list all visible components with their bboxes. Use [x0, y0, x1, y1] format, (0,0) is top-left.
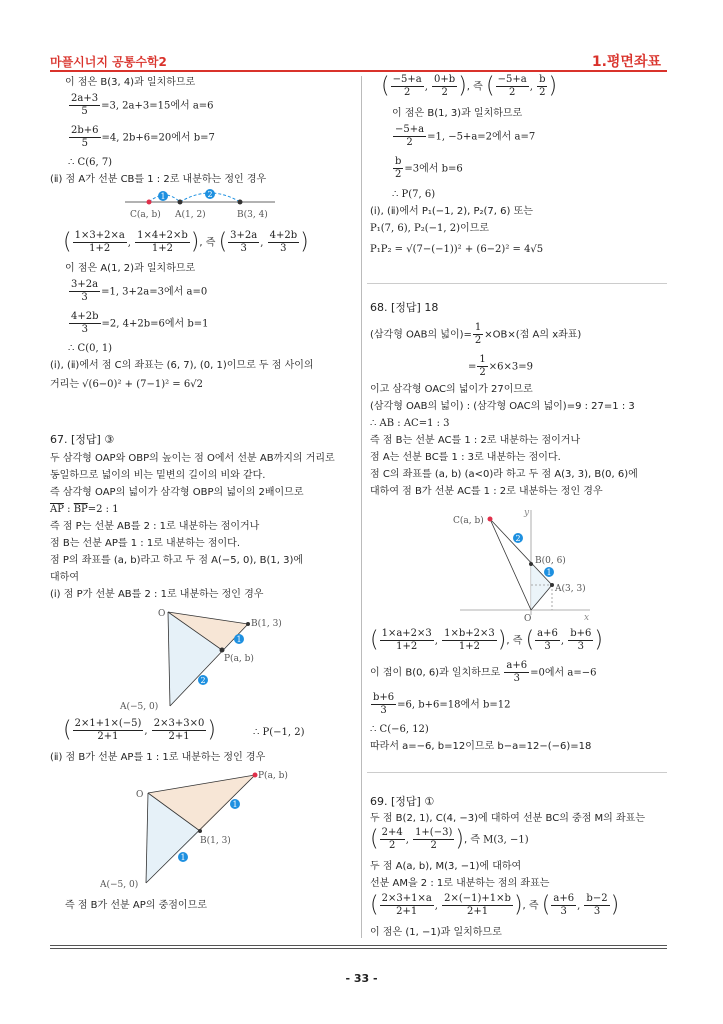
header-book-title: 마플시너지 공통수학2: [50, 55, 167, 69]
text-line: 점 A는 선분 BC를 1 : 3로 내분하는 점이다.: [370, 452, 561, 463]
text-line: P₁(7, 6), P₂(−1, 2)이므로: [370, 223, 489, 234]
svg-text:1: 1: [236, 635, 242, 644]
text-line: 점 C의 좌표를 (a, b) (a<0)라 하고 두 점 A(3, 3), B(0, 6)에: [370, 469, 638, 480]
text-line: 즉 점 B는 선분 AC를 1 : 2로 내분하는 점이거나: [370, 435, 581, 446]
distance-line: P₁P₂ = √(7−(−1))² + (6−2)² = 4√5: [370, 244, 544, 255]
equation-line: (삼각형 OAB의 넓이)= $\frac{1}{2}$ ×OB×(점 A의 x좌표): [370, 322, 582, 346]
triangle-diagram-case2: [100, 765, 310, 893]
equation-line: ( $\frac{1\times 3+2\times a}{1+2}$ , $\frac{1\times 4+2\times b}{1+2}$ ), 즉 ( $\frac{3+2a}{3}$ , $\frac{4+2b}{3}$ ): [63, 229, 309, 255]
text-line: 따라서 a=−6, b=12이므로 b−a=12−(−6)=18: [370, 741, 592, 752]
label-b: B(0, 6): [535, 556, 566, 566]
equation-line: $\frac{3+2a}{3}$ =1, 3+2a=3에서 a=0: [71, 279, 208, 303]
label-p: P(a, b): [258, 771, 288, 781]
label-b: B(1, 3): [200, 836, 231, 846]
equation-line: $\frac{4+2b}{3}$ =2, 4+2b=6에서 b=1: [71, 311, 209, 335]
case-heading: (ⅱ) 점 A가 선분 CB를 1 : 2로 내분하는 정인 경우: [50, 174, 267, 185]
section-separator: [367, 283, 667, 284]
text-line: (ⅰ), (ⅱ)에서 P₁(−1, 2), P₂(7, 6) 또는: [370, 206, 533, 217]
text-line: ∴ C(6, 7): [68, 157, 113, 168]
equation-line: = $\frac{1}{2}$ ×6×3=9: [468, 354, 533, 378]
label-c: C(a, b): [453, 516, 484, 526]
text-line: 두 삼각형 OAP와 OBP의 높이는 점 O에서 선분 AB까지의 거리로: [50, 453, 335, 464]
label-b: B(1, 3): [251, 619, 282, 629]
text-line: 선분 AM을 2 : 1로 내분하는 점의 좌표는: [370, 878, 550, 889]
equation-line: ( $\frac{2\times 3+1\times a}{2+1}$ , $\frac{2\times(-1)+1\times b}{2+1}$ ), 즉 ( $\frac{a+6}{3}$ , $\frac{b-2}{3}$ ): [370, 892, 620, 918]
point-a: [178, 200, 183, 205]
case-heading: (ⅱ) 점 B가 선분 AP를 1 : 1로 내분하는 정인 경우: [50, 752, 266, 763]
equation-line: ( $\frac{1\times a+2\times 3}{1+2}$ , $\frac{1\times b+2\times 3}{1+2}$ ), 즉 ( $\frac{a+6}{3}$ , $\frac{b+6}{3}$ ): [370, 627, 603, 653]
text-line: 점 B는 선분 AP를 1 : 1로 내분하는 점이다.: [50, 538, 241, 549]
text-line: 두 점 A(a, b), M(3, −1)에 대하여: [370, 861, 522, 872]
text-line: (삼각형 OAB의 넓이) : (삼각형 OAC의 넓이)=9 : 27=1 : 3: [370, 401, 635, 412]
text-line: 대하여 점 B가 선분 AC를 1 : 2로 내분하는 정인 경우: [370, 486, 603, 497]
point-b: [238, 200, 243, 205]
svg-text:2: 2: [200, 676, 206, 685]
label-o: O: [136, 790, 144, 800]
segment-diagram-cab: [125, 188, 285, 224]
equation-line: 이 점이 B(0, 6)과 일치하므로 $\frac{a+6}{3}$ =0에서 a=−6: [370, 660, 597, 684]
answer-heading-67: 67. [정답] ③: [50, 433, 115, 446]
text-line: 동일하므로 넓이의 비는 밑변의 길이의 비와 같다.: [50, 470, 266, 481]
answer-heading-68: 68. [정답] 18: [370, 301, 439, 314]
label-p: P(a, b): [224, 654, 254, 664]
label-a: A(−5, 0): [100, 880, 139, 890]
text-line: 점 P의 좌표를 (a, b)라고 하고 두 점 A(−5, 0), B(1, 3)에: [50, 555, 304, 566]
answer-heading-69: 69. [정답] ①: [370, 795, 435, 808]
case-heading: (ⅰ) 점 P가 선분 AB를 2 : 1로 내분하는 정인 경우: [50, 589, 264, 600]
label-y: y: [524, 508, 530, 518]
label-a: A(−5, 0): [120, 702, 159, 712]
text-line: 이 점은 B(3, 4)과 일치하므로: [65, 77, 196, 88]
ratio-label-1: 1: [160, 192, 166, 201]
text-line: ∴ P(7, 6): [392, 189, 436, 200]
text-line: 이 점은 A(1, 2)과 일치하므로: [65, 263, 196, 274]
triangle-diagram-case1: [110, 602, 310, 714]
ratio-line: $\overline{AP}$ : $\overline{BP}=2$ : 1: [50, 504, 119, 515]
svg-text:1: 1: [546, 568, 552, 577]
text-line: 거리는 √(6−0)² + (7−1)² = 6√2: [50, 379, 203, 390]
text-line: (ⅰ), (ⅱ)에서 점 C의 좌표는 (6, 7), (0, 1)이므로 두 점 사이의: [50, 360, 314, 371]
equation-line: $\frac{2a+3}{5}$ =3, 2a+3=15에서 a=6: [71, 93, 214, 117]
point-c: [147, 200, 152, 205]
header-chapter-title: 1.평면좌표: [591, 54, 661, 70]
equation-line: $\frac{b}{2}$ =3에서 b=6: [395, 156, 463, 180]
text-line: ∴ AB : AC=1 : 3: [370, 418, 450, 429]
text-line: 이 점은 (1, −1)과 일치하므로: [370, 927, 502, 938]
label-x: x: [584, 613, 590, 623]
equation-line: ( $\frac{2\times 1+1\times(-5)}{2+1}$ , $\frac{2\times 3+3\times 0}{2+1}$ ): [63, 717, 216, 743]
section-separator: [367, 772, 667, 773]
label-c: C(a, b): [130, 210, 161, 220]
text-line: 즉 점 P는 선분 AB를 2 : 1로 내분하는 점이거나: [50, 521, 260, 532]
text-line: 즉 점 B가 선분 AP의 중점이므로: [65, 900, 207, 911]
label-a: A(3, 3): [555, 584, 586, 594]
text-line: ∴ C(0, 1): [68, 343, 113, 354]
text-line: 즉 삼각형 OAP의 넓이가 삼각형 OBP의 넓이의 2배이므로: [50, 487, 304, 498]
page-number: - 33 -: [345, 972, 378, 985]
label-o: O: [158, 609, 166, 619]
result-text: ∴ P(−1, 2): [253, 727, 305, 738]
equation-line: $\frac{2b+6}{5}$ =4, 2b+6=20에서 b=7: [71, 125, 215, 149]
svg-text:2: 2: [515, 534, 521, 543]
svg-text:1: 1: [232, 800, 238, 809]
text-line: 이고 삼각형 OAC의 넓이가 27이므로: [370, 384, 533, 395]
label-b: B(3, 4): [237, 210, 268, 220]
text-line: 두 점 B(2, 1), C(4, −3)에 대하여 선분 BC의 중점 M의 좌표는: [370, 813, 645, 824]
coordinate-diagram: [450, 505, 600, 625]
text-line: 이 점은 B(1, 3)과 일치하므로: [392, 108, 523, 119]
equation-line: ( $\frac{-5+a}{2}$ , $\frac{0+b}{2}$ ), 즉 ( $\frac{-5+a}{2}$ , $\frac{b}{2}$ ): [381, 73, 558, 99]
footer-rule: [50, 948, 667, 949]
text-line: 대하여: [50, 572, 79, 583]
footer-rule: [50, 945, 667, 946]
equation-line: $\frac{-5+a}{2}$ =1, −5+a=2에서 a=7: [395, 124, 536, 148]
label-a: A(1, 2): [175, 210, 206, 220]
header-rule: [50, 70, 667, 72]
ratio-label-2: 2: [207, 190, 213, 199]
equation-line: ( $\frac{2+4}{2}$ , $\frac{1+(-3)}{2}$ ), 즉 M(3, −1): [370, 826, 529, 852]
svg-text:1: 1: [180, 853, 186, 862]
column-divider: [361, 76, 362, 938]
label-o: O: [524, 614, 532, 624]
text-line: ∴ C(−6, 12): [370, 724, 429, 735]
equation-line: $\frac{b+6}{3}$ =6, b+6=18에서 b=12: [373, 692, 511, 716]
